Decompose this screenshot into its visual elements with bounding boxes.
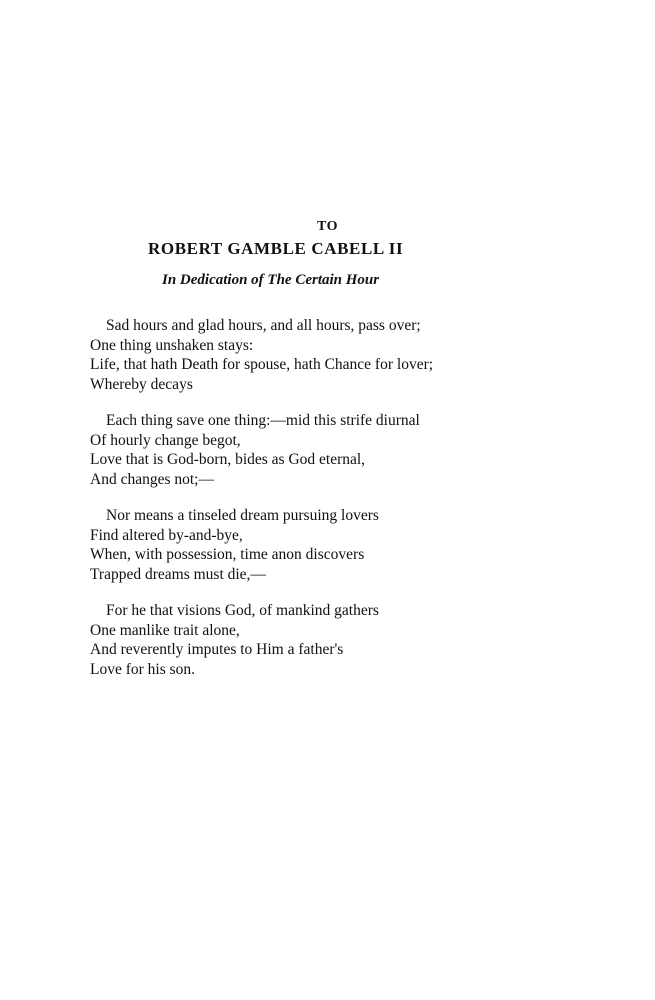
poem-line: One manlike trait alone, [90,621,240,639]
poem-line: Trapped dreams must die,— [90,565,266,583]
poem-line: Love that is God-born, bides as God eternal, [90,451,366,468]
stanza-2 [90,411,510,489]
poem-line: When, with possession, time anon discovers [90,546,365,563]
poem-line: Whereby decays [90,375,193,393]
stanza-4 [90,601,510,679]
heading-to: TO [317,219,338,234]
poem-line: Each thing save one thing:—mid this strife diurnal [106,412,420,429]
dedication-subtitle: In Dedication of The Certain Hour [162,272,380,288]
poem-line: One thing unshaken stays: [90,336,254,354]
poem-line: Of hourly change begot, [90,431,241,449]
poem-line: Find altered by-and-bye, [90,526,243,544]
poem-line: For he that visions God, of mankind gathers [106,602,379,619]
poem-line: And reverently imputes to Him a father's [90,641,344,658]
poem-line: Sad hours and glad hours, and all hours, pass over; [106,317,421,334]
poem-line: Life, that hath Death for spouse, hath Chance for lover; [90,356,434,373]
poem-line: And changes not;— [90,470,214,488]
poem-line: Love for his son. [90,660,196,678]
stanza-3 [90,506,510,584]
poem-line: Nor means a tinseled dream pursuing lovers [106,507,379,524]
poem [90,316,510,696]
stanza-1 [90,316,510,394]
dedicatee-name: ROBERT GAMBLE CABELL II [148,239,404,258]
